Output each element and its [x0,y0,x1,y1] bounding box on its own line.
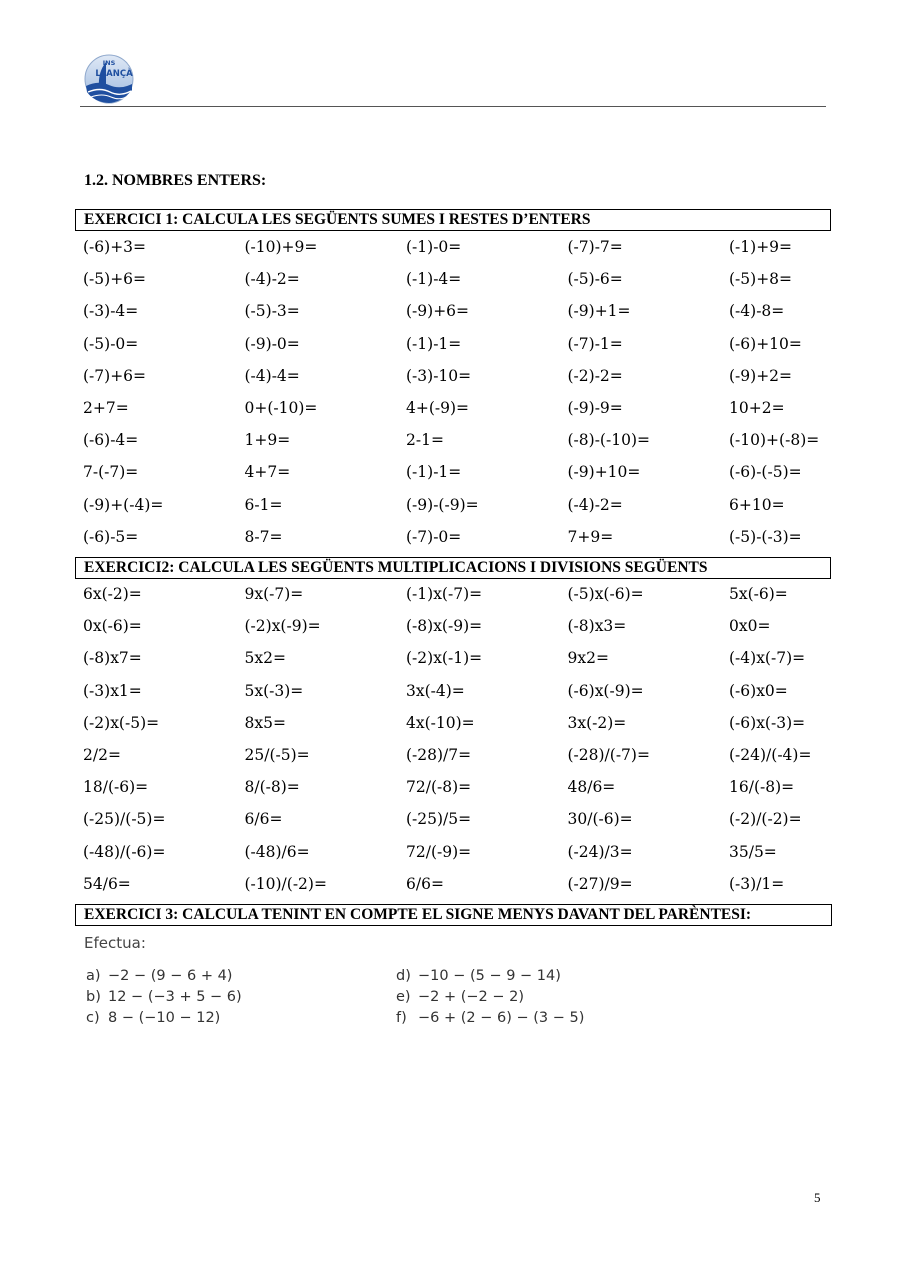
exercise3-item-a [86,966,242,987]
exercise-cell: (-8)x7= [83,649,142,668]
exercise-cell: 1+9= [244,431,291,450]
exercise-cell: (-9)+10= [567,463,641,482]
exercise-cell: (-5)+6= [83,270,147,289]
exercise-cell: (-9)-0= [244,334,300,353]
exercise-cell: (-8)x3= [567,617,627,636]
exercise-row [83,739,893,771]
exercise-row [83,836,893,868]
exercise-cell: (-2)x(-1)= [406,649,483,668]
exercise-cell: (-5)x(-6)= [567,585,644,604]
exercise-row [83,578,893,610]
item-expression: 8 − (−10 − 12) [108,1010,221,1026]
exercise-cell: (-1)x(-7)= [406,585,483,604]
exercise-cell: 0+(-10)= [244,399,318,418]
item-letter: f) [396,1010,407,1026]
exercise-cell: 6/6= [406,874,444,893]
exercise-cell: (-6)-4= [83,431,139,450]
exercise-cell: (-6)x(-9)= [567,681,644,700]
exercise-cell: 5x(-6)= [729,585,788,604]
exercise-cell: (-3)-4= [83,302,139,321]
exercise-cell: 3x(-2)= [567,713,627,732]
exercise-cell: 7+9= [567,527,614,546]
exercise-row [83,707,893,739]
exercise3-item-e [396,987,584,1008]
exercise1-grid [83,231,893,553]
exercise-cell: (-10)/(-2)= [244,874,327,893]
exercise-cell: (-6)+3= [83,238,147,257]
logo-text-main: LLANÇÀ [95,69,133,79]
exercise-cell: (-6)-(-5)= [729,463,802,482]
item-letter: c) [86,1010,100,1026]
exercise-cell: (-8)-(-10)= [567,431,650,450]
exercise-cell: (-9)-9= [567,399,623,418]
exercise-cell: 48/6= [567,778,616,797]
exercise-cell: (-1)+9= [729,238,793,257]
exercise-row [83,360,893,392]
exercise2-title: EXERCICI2: CALCULA LES SEGÜENTS MULTIPLICACIONS I DIVISIONS SEGÜENTS [75,557,831,579]
exercise-cell: (-7)-1= [567,334,623,353]
exercise-cell: (-8)x(-9)= [406,617,483,636]
exercise-cell: (-9)+(-4)= [83,495,164,514]
exercise-cell: (-4)-4= [244,366,300,385]
exercise-cell: (-6)-5= [83,527,139,546]
exercise-cell: 9x2= [567,649,609,668]
exercise-cell: 3x(-4)= [406,681,465,700]
exercise-row [83,263,893,295]
exercise-cell: (-3)x1= [83,681,142,700]
exercise-row [83,231,893,263]
exercise-row [83,521,893,553]
exercise-cell: 5x(-3)= [244,681,304,700]
exercise-row [83,771,893,803]
exercise-row [83,868,893,900]
exercise-cell: 6/6= [244,810,283,829]
exercise3-title: EXERCICI 3: CALCULA TENINT EN COMPTE EL SIGNE MENYS DAVANT DEL PARÈNTESI: [75,904,832,926]
exercise-cell: (-25)/5= [406,810,472,829]
exercise-cell: 7-(-7)= [83,463,139,482]
exercise-cell: 8-7= [244,527,283,546]
exercise-cell: (-24)/3= [567,842,633,861]
exercise-cell: (-2)/(-2)= [729,810,802,829]
exercise-cell: (-2)-2= [567,366,623,385]
exercise-cell: (-5)-6= [567,270,623,289]
exercise-row [83,328,893,360]
exercise-cell: (-6)x0= [729,681,788,700]
exercise-cell: (-10)+(-8)= [729,431,820,450]
item-expression: −2 + (−2 − 2) [418,989,525,1005]
exercise-cell: (-1)-4= [406,270,462,289]
exercise-cell: (-6)x(-3)= [729,713,806,732]
exercise-cell: (-24)/(-4)= [729,746,812,765]
exercise1-title: EXERCICI 1: CALCULA LES SEGÜENTS SUMES I RESTES D’ENTERS [75,209,831,231]
exercise-cell: (-5)-3= [244,302,300,321]
exercise-row [83,675,893,707]
exercise-row [83,424,893,456]
exercise-cell: 8x5= [244,713,286,732]
item-expression: −10 − (5 − 9 − 14) [418,968,561,984]
item-letter: b) [86,989,101,1005]
exercise-cell: 2-1= [406,431,444,450]
item-expression: 12 − (−3 + 5 − 6) [108,989,242,1005]
exercise-row [83,295,893,327]
exercise-cell: 2+7= [83,399,129,418]
item-expression: −6 + (2 − 6) − (3 − 5) [418,1010,585,1026]
exercise-cell: 6x(-2)= [83,585,142,604]
header-divider [80,106,826,107]
exercise-cell: (-1)-0= [406,238,462,257]
exercise-cell: (-5)+8= [729,270,793,289]
exercise-cell: (-6)+10= [729,334,802,353]
exercise-cell: (-9)+1= [567,302,631,321]
exercise-cell: 72/(-9)= [406,842,472,861]
exercise-cell: 18/(-6)= [83,778,149,797]
exercise-cell: (-3)/1= [729,874,785,893]
exercise-cell: (-28)/(-7)= [567,746,650,765]
exercise3-instruction: Efectua: [84,934,146,952]
exercise-cell: (-7)+6= [83,366,147,385]
exercise-cell: (-10)+9= [244,238,318,257]
exercise-row [83,489,893,521]
exercise-cell: (-25)/(-5)= [83,810,166,829]
exercise3-item-d [396,966,584,987]
exercise-cell: 25/(-5)= [244,746,310,765]
exercise-cell: (-7)-0= [406,527,462,546]
school-logo [84,54,134,104]
exercise-cell: 4x(-10)= [406,713,475,732]
exercise-cell: (-7)-7= [567,238,623,257]
exercise-cell: (-4)x(-7)= [729,649,806,668]
exercise-cell: (-2)x(-5)= [83,713,160,732]
exercise3-item-c [86,1008,242,1029]
exercise-cell: 2/2= [83,746,121,765]
exercise3-column-left [86,966,242,1029]
exercise-cell: (-4)-2= [567,495,623,514]
exercise3-item-f [396,1008,584,1029]
exercise-cell: (-9)-(-9)= [406,495,479,514]
exercise3-column-right [396,966,584,1029]
section-title: 1.2. NOMBRES ENTERS: [84,172,267,189]
exercise-row [83,642,893,674]
exercise-cell: (-1)-1= [406,334,462,353]
exercise-cell: 8/(-8)= [244,778,300,797]
page-number: 5 [814,1190,821,1205]
exercise-cell: (-4)-8= [729,302,785,321]
exercise-cell: (-9)+2= [729,366,793,385]
item-expression: −2 − (9 − 6 + 4) [108,968,233,984]
exercise-row [83,803,893,835]
exercise2-grid [83,578,893,900]
exercise3-item-b [86,987,242,1008]
exercise-cell: 16/(-8)= [729,778,795,797]
exercise-row [83,456,893,488]
exercise-cell: 10+2= [729,399,785,418]
exercise-cell: 30/(-6)= [567,810,633,829]
exercise-cell: 54/6= [83,874,131,893]
exercise-cell: 0x0= [729,617,771,636]
exercise-cell: (-27)/9= [567,874,633,893]
exercise-row [83,392,893,424]
exercise-cell: 4+(-9)= [406,399,470,418]
exercise-cell: (-3)-10= [406,366,472,385]
exercise-cell: (-5)-0= [83,334,139,353]
exercise-cell: (-2)x(-9)= [244,617,321,636]
exercise-cell: (-5)-(-3)= [729,527,802,546]
exercise-cell: (-9)+6= [406,302,470,321]
exercise-cell: (-28)/7= [406,746,472,765]
logo-text-top: INS [102,59,116,67]
exercise-cell: 35/5= [729,842,777,861]
item-letter: d) [396,968,411,984]
exercise-cell: (-4)-2= [244,270,300,289]
exercise-cell: 5x2= [244,649,286,668]
exercise-cell: 0x(-6)= [83,617,142,636]
exercise-row [83,610,893,642]
exercise-cell: (-48)/6= [244,842,310,861]
exercise-cell: (-1)-1= [406,463,462,482]
exercise-cell: (-48)/(-6)= [83,842,166,861]
exercise-cell: 6-1= [244,495,283,514]
exercise-cell: 72/(-8)= [406,778,472,797]
item-letter: e) [396,989,411,1005]
item-letter: a) [86,968,101,984]
exercise-cell: 4+7= [244,463,291,482]
exercise-cell: 9x(-7)= [244,585,304,604]
exercise-cell: 6+10= [729,495,785,514]
